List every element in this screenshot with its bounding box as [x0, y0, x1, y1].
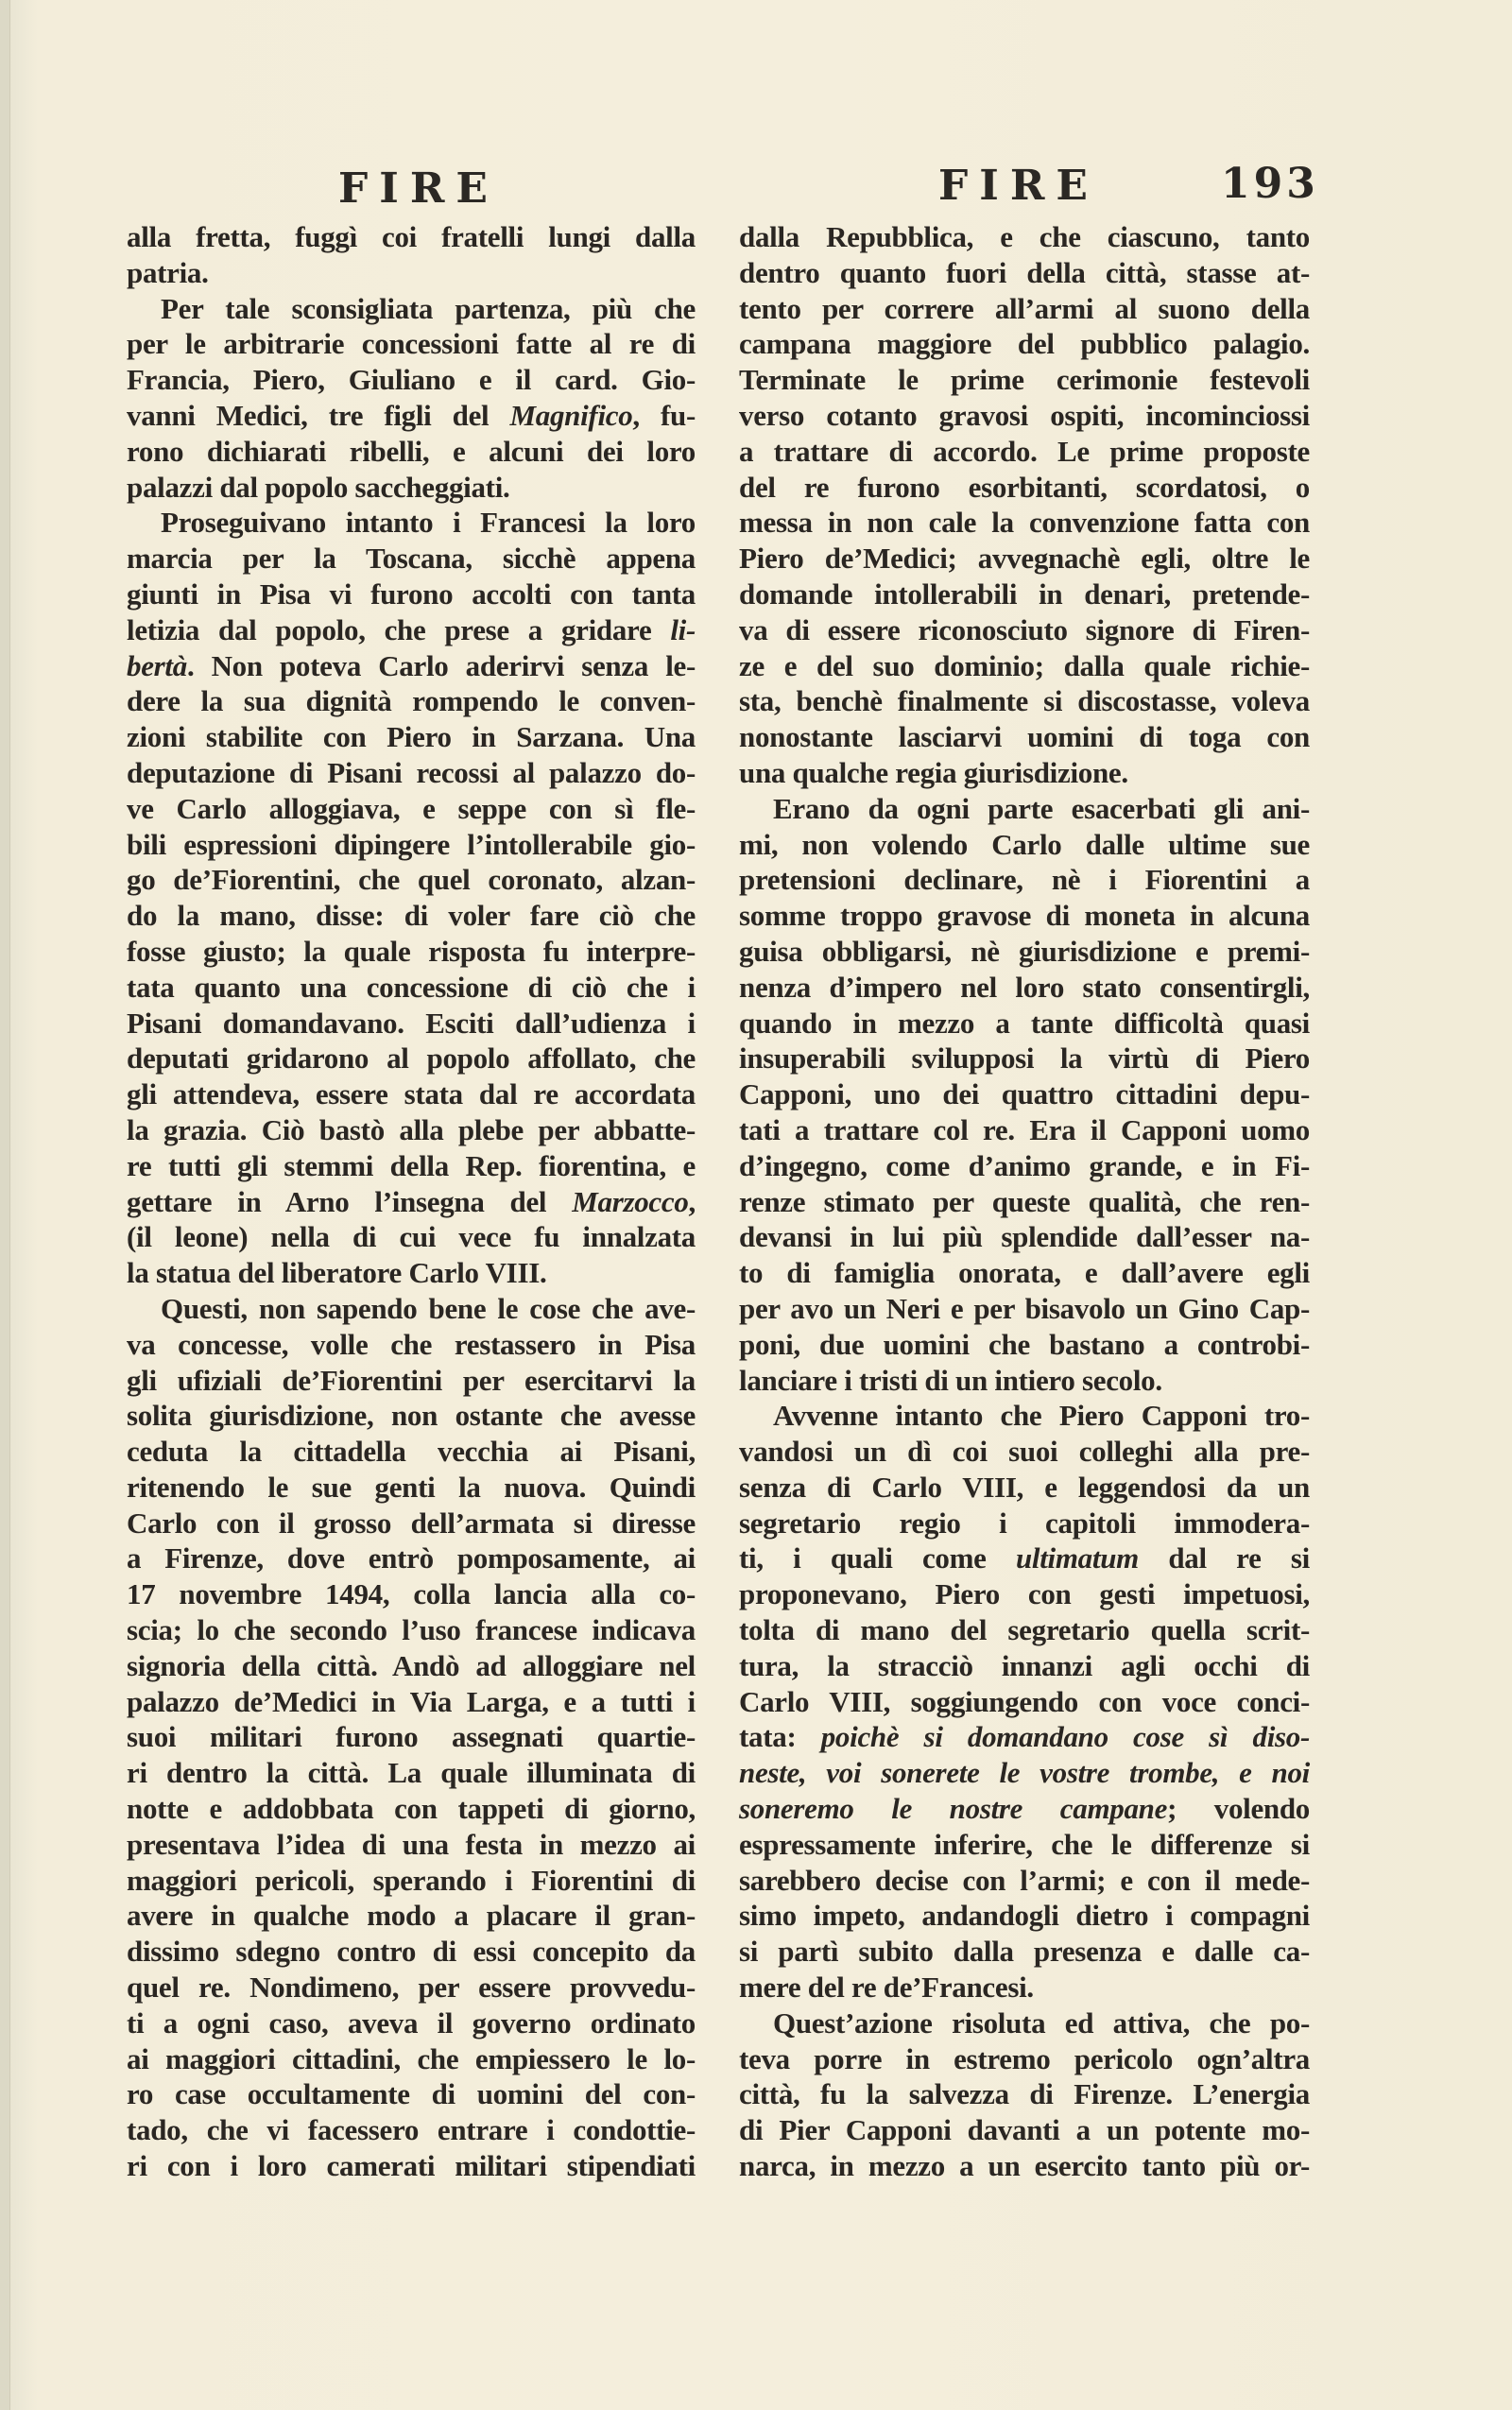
text-line: [739, 934, 1310, 970]
text-line: [739, 470, 1310, 506]
text-segment: città, fu la salvezza di Firenze. L’energia: [739, 2077, 1310, 2111]
text-segment: ti, i quali come: [739, 1541, 1016, 1575]
text-line: [127, 1076, 696, 1112]
text-line: [127, 1184, 696, 1220]
text-segment: quel re. Nondimeno, per essere provvedu-: [127, 1971, 696, 2005]
text-segment: vandosi un dì coi suoi colleghi alla pre-: [739, 1435, 1310, 1469]
text-segment: Questi, non sapendo bene le cose che ave-: [161, 1291, 696, 1325]
text-segment: guisa obbligarsi, nè giurisdizione e premi-: [739, 934, 1310, 968]
text-segment: ritenendo le sue genti la nuova. Quindi: [127, 1470, 696, 1504]
text-line: [127, 434, 696, 470]
text-segment: nenza d’impero nel loro stato consentirgli,: [739, 970, 1310, 1004]
text-segment: patria.: [127, 255, 209, 289]
text-segment: dissimo sdegno contro di essi concepito da: [127, 1935, 696, 1969]
text-line: [739, 1006, 1310, 1041]
text-segment: Quest’azione risoluta ed attiva, che po-: [773, 2005, 1310, 2040]
text-segment: segretario regio i capitoli immodera-: [739, 1506, 1310, 1540]
text-line: [127, 2041, 696, 2077]
text-line: [127, 1398, 696, 1434]
text-line: [127, 934, 696, 970]
text-segment: Avvenne intanto che Piero Capponi tro-: [773, 1399, 1310, 1433]
italic-text: Marzocco: [572, 1184, 689, 1218]
text-line: [127, 1898, 696, 1934]
text-line: [739, 827, 1310, 863]
italic-text: bertà: [127, 648, 187, 682]
text-segment: una qualche regia giurisdizione.: [739, 755, 1128, 789]
page-number: 193: [1221, 160, 1319, 208]
text-segment: dere la sua dignità rompendo le conven-: [127, 684, 696, 718]
text-line: [739, 1470, 1310, 1506]
text-segment: Piero de’Medici; avvegnachè egli, oltre le: [739, 542, 1310, 576]
text-segment: a trattare di accordo. Le prime proposte: [739, 434, 1310, 468]
text-line: [127, 505, 696, 541]
text-segment: 17 novembre 1494, colla lancia alla co-: [127, 1577, 696, 1611]
text-segment: renze stimato per queste qualità, che ren-: [739, 1184, 1310, 1218]
text-segment: gli ufiziali de’Fiorentini per esercitarvi la: [127, 1363, 696, 1397]
text-segment: poni, due uomini che bastano a controbi-: [739, 1327, 1310, 1361]
text-segment: re tutti gli stemmi della Rep. fiorentina, e: [127, 1148, 696, 1182]
text-line: [739, 612, 1310, 648]
text-segment: letizia dal popolo, che prese a gridare: [127, 612, 671, 646]
text-segment: dentro quanto fuori della città, stasse at-: [739, 255, 1310, 289]
italic-text: Magnifico: [509, 398, 633, 432]
text-segment: solita giurisdizione, non ostante che avesse: [127, 1399, 696, 1433]
text-segment: Erano da ogni parte esacerbati gli ani-: [773, 791, 1310, 825]
text-line: [739, 719, 1310, 755]
text-line: [739, 1112, 1310, 1148]
text-line: [739, 1576, 1310, 1612]
text-line: [127, 898, 696, 934]
text-segment: scia; lo che secondo l’uso francese indicava: [127, 1613, 696, 1647]
text-line: [739, 1434, 1310, 1470]
text-segment: Carlo con il grosso dell’armata si diresse: [127, 1506, 696, 1540]
text-segment: devansi in lui più splendide dall’esser na-: [739, 1220, 1310, 1254]
text-segment: giunti in Pisa vi furono accolti con tanta: [127, 577, 696, 611]
text-line: [127, 791, 696, 827]
text-line: [739, 577, 1310, 612]
text-line: [127, 1112, 696, 1148]
text-segment: go de’Fiorentini, che quel coronato, alzan-: [127, 863, 696, 897]
text-line: [739, 1506, 1310, 1541]
text-segment: proponevano, Piero con gesti impetuosi,: [739, 1577, 1310, 1611]
text-line: [739, 362, 1310, 398]
text-line: [739, 1684, 1310, 1720]
text-segment: notte e addobbata con tappeti di giorno,: [127, 1792, 696, 1826]
text-segment: ti a ogni caso, aveva il governo ordinato: [127, 2005, 696, 2040]
text-segment: per le arbitrarie concessioni fatte al re di: [127, 327, 696, 361]
italic-text: ultimatum: [1015, 1541, 1139, 1575]
text-line: [739, 2076, 1310, 2112]
text-segment: palazzo de’Medici in Via Larga, e a tutti i: [127, 1684, 696, 1718]
text-line: [739, 1863, 1310, 1899]
text-segment: maggiori pericoli, sperando i Fiorentini di: [127, 1863, 696, 1897]
text-segment: espressamente inferire, che le differenze si: [739, 1827, 1310, 1861]
text-line: [127, 970, 696, 1006]
text-line: [127, 612, 696, 648]
text-line: [739, 255, 1310, 291]
text-line: [739, 2112, 1310, 2148]
text-segment: . Non poteva Carlo aderirvi senza le-: [186, 648, 696, 682]
text-segment: di Pier Capponi davanti a un potente mo-: [739, 2113, 1310, 2147]
text-segment: Terminate le prime cerimonie festevoli: [739, 363, 1310, 397]
text-line: [739, 505, 1310, 541]
text-line: [127, 362, 696, 398]
text-line: [127, 1363, 696, 1399]
text-line: [739, 1076, 1310, 1112]
text-line: [127, 1434, 696, 1470]
text-line: [739, 291, 1310, 327]
text-line: [739, 898, 1310, 934]
text-segment: vanni Medici, tre figli del: [127, 398, 510, 432]
text-column-right: [739, 219, 1310, 2184]
text-segment: tati a trattare col re. Era il Capponi uomo: [739, 1112, 1310, 1146]
text-line: [739, 326, 1310, 362]
text-segment: Capponi, uno dei quattro cittadini depu-: [739, 1077, 1310, 1111]
text-segment: , fu-: [632, 398, 696, 432]
text-line: [739, 1219, 1310, 1255]
text-segment: tata:: [739, 1720, 821, 1754]
text-line: [739, 862, 1310, 898]
text-segment: dal re si: [1138, 1541, 1310, 1575]
text-line: [127, 1863, 696, 1899]
text-line: [127, 2148, 696, 2184]
text-line: [739, 791, 1310, 827]
text-segment: mi, non volendo Carlo dalle ultime sue: [739, 827, 1310, 861]
text-line: [127, 1327, 696, 1363]
text-line: [739, 1148, 1310, 1184]
text-line: [127, 1148, 696, 1184]
text-line: [127, 648, 696, 684]
text-segment: presentava l’idea di una festa in mezzo ai: [127, 1827, 696, 1861]
text-line: [739, 1719, 1310, 1755]
text-segment: ,: [688, 1184, 696, 1218]
text-line: [127, 541, 696, 577]
text-line: [739, 434, 1310, 470]
text-line: [127, 1791, 696, 1827]
text-line: [127, 1506, 696, 1541]
text-segment: teva porre in estremo pericolo ogn’altra: [739, 2041, 1310, 2075]
text-segment: fosse giusto; la quale risposta fu interpre-: [127, 934, 696, 968]
text-segment: palazzi dal popolo saccheggiati.: [127, 470, 510, 504]
text-line: [127, 1612, 696, 1648]
text-line: [127, 1255, 696, 1291]
text-line: [739, 1184, 1310, 1220]
text-segment: gettare in Arno l’insegna del: [127, 1184, 573, 1218]
text-line: [127, 291, 696, 327]
text-line: [127, 2005, 696, 2041]
text-segment: va concesse, volle che restassero in Pisa: [127, 1327, 696, 1361]
text-segment: nonostante lasciarvi uomini di toga con: [739, 720, 1310, 754]
text-line: [739, 1827, 1310, 1863]
text-line: [127, 1648, 696, 1684]
text-line: [127, 1827, 696, 1863]
text-segment: a Firenze, dove entrò pomposamente, ai: [127, 1541, 696, 1575]
text-segment: dalla Repubblica, e che ciascuno, tanto: [739, 220, 1310, 253]
text-segment: deputati gridarono al popolo affollato, che: [127, 1041, 696, 1076]
text-segment: lanciare i tristi di un intiero secolo.: [739, 1363, 1162, 1397]
text-segment: (il leone) nella di cui vece fu innalzata: [127, 1220, 696, 1254]
text-line: [739, 1755, 1310, 1791]
text-line: [739, 970, 1310, 1006]
text-line: [739, 1291, 1310, 1327]
text-line: [739, 1612, 1310, 1648]
text-segment: signoria della città. Andò ad alloggiare nel: [127, 1648, 696, 1682]
text-line: [127, 1755, 696, 1791]
text-line: [739, 755, 1310, 791]
text-segment: simo impeto, andandogli dietro i compagni: [739, 1899, 1310, 1933]
text-segment: zioni stabilite con Piero in Sarzana. Una: [127, 720, 696, 754]
text-line: [127, 1684, 696, 1720]
text-line: [739, 1934, 1310, 1970]
text-line: [127, 719, 696, 755]
italic-text: poichè si domandano cose sì diso-: [820, 1720, 1310, 1754]
text-line: [127, 2076, 696, 2112]
text-segment: ri dentro la città. La quale illuminata di: [127, 1756, 696, 1790]
text-column-left: [127, 219, 696, 2184]
italic-text: soneremo le nostre campane: [739, 1792, 1168, 1826]
italic-text: li-: [670, 612, 696, 646]
text-line: [739, 1648, 1310, 1684]
text-segment: suoi militari furono assegnati quartie-: [127, 1720, 696, 1754]
text-line: [127, 683, 696, 719]
text-line: [739, 219, 1310, 255]
text-segment: del re furono esorbitanti, scordatosi, o: [739, 470, 1310, 504]
text-segment: messa in non cale la convenzione fatta con: [739, 506, 1310, 540]
italic-text: neste, voi sonerete le vostre trombe, e noi: [739, 1756, 1310, 1790]
text-segment: campana maggiore del pubblico palagio.: [739, 327, 1310, 361]
page-gutter-edge: [0, 0, 10, 2410]
text-segment: va di essere riconosciuto signore di Firen-: [739, 612, 1310, 646]
text-line: [127, 470, 696, 506]
text-segment: tura, la stracciò innanzi agli occhi di: [739, 1648, 1310, 1682]
text-line: [739, 1898, 1310, 1934]
text-line: [127, 1219, 696, 1255]
text-segment: Per tale sconsigliata partenza, più che: [161, 291, 696, 325]
text-segment: mere del re de’Francesi.: [739, 1971, 1034, 2005]
text-segment: ai maggiori cittadini, che empiessero le lo-: [127, 2041, 696, 2075]
text-line: [739, 398, 1310, 434]
text-line: [127, 1541, 696, 1576]
text-line: [127, 398, 696, 434]
text-segment: ze e del suo dominio; dalla quale richie-: [739, 648, 1310, 682]
text-line: [127, 255, 696, 291]
text-line: [739, 683, 1310, 719]
text-line: [739, 1327, 1310, 1363]
text-segment: senza di Carlo VIII, e leggendosi da un: [739, 1470, 1310, 1504]
text-segment: marcia per la Toscana, sicchè appena: [127, 542, 696, 576]
text-segment: tado, che vi facessero entrare i condottie-: [127, 2113, 696, 2147]
text-segment: d’ingegno, come d’animo grande, e in Fi-: [739, 1148, 1310, 1182]
running-head-left: FIRE: [338, 164, 499, 213]
text-line: [739, 1541, 1310, 1576]
text-line: [127, 577, 696, 612]
text-line: [127, 1934, 696, 1970]
text-segment: rono dichiarati ribelli, e alcuni dei loro: [127, 434, 696, 468]
text-line: [127, 2112, 696, 2148]
text-segment: Pisani domandavano. Esciti dall’udienza i: [127, 1006, 696, 1040]
text-line: [127, 1470, 696, 1506]
text-segment: somme troppo gravose di moneta in alcuna: [739, 899, 1310, 933]
text-line: [739, 1363, 1310, 1399]
text-segment: ve Carlo alloggiava, e seppe con sì fle-: [127, 791, 696, 825]
text-segment: ; volendo: [1167, 1792, 1310, 1826]
text-segment: insuperabili svilupposi la virtù di Piero: [739, 1041, 1310, 1076]
text-segment: tento per correre all’armi al suono della: [739, 291, 1310, 325]
text-segment: tolta di mano del segretario quella scrit-: [739, 1613, 1310, 1647]
text-segment: ro case occultamente di uomini del con-: [127, 2077, 696, 2111]
text-segment: la grazia. Ciò bastò alla plebe per abbatte-: [127, 1112, 696, 1146]
text-segment: Francia, Piero, Giuliano e il card. Gio-: [127, 363, 696, 397]
text-line: [127, 827, 696, 863]
text-segment: sta, benchè finalmente si discostasse, voleva: [739, 684, 1310, 718]
text-line: [127, 1006, 696, 1041]
text-segment: domande intollerabili in denari, pretende-: [739, 577, 1310, 611]
text-line: [127, 1719, 696, 1755]
text-line: [739, 541, 1310, 577]
text-segment: ceduta la cittadella vecchia ai Pisani,: [127, 1435, 696, 1469]
text-segment: narca, in mezzo a un esercito tanto più or-: [739, 2149, 1310, 2183]
text-segment: la statua del liberatore Carlo VIII.: [127, 1256, 547, 1290]
text-segment: avere in qualche modo a placare il gran-: [127, 1899, 696, 1933]
text-line: [739, 1791, 1310, 1827]
text-segment: Proseguivano intanto i Francesi la loro: [161, 506, 696, 540]
text-segment: do la mano, disse: di voler fare ciò che: [127, 899, 696, 933]
text-line: [739, 648, 1310, 684]
text-segment: Carlo VIII, soggiungendo con voce conci-: [739, 1684, 1310, 1718]
text-segment: to di famiglia onorata, e dall’avere egli: [739, 1256, 1310, 1290]
text-segment: bili espressioni dipingere l’intollerabile gio-: [127, 827, 696, 861]
text-segment: ri con i loro camerati militari stipendiati: [127, 2149, 696, 2183]
text-line: [127, 1291, 696, 1327]
text-line: [127, 755, 696, 791]
text-segment: alla fretta, fuggì coi fratelli lungi dalla: [127, 220, 696, 253]
text-segment: quando in mezzo a tante difficoltà quasi: [739, 1006, 1310, 1040]
text-line: [739, 2005, 1310, 2041]
text-line: [127, 326, 696, 362]
text-segment: pretensioni declinare, nè i Fiorentini a: [739, 863, 1310, 897]
text-line: [739, 2148, 1310, 2184]
text-line: [739, 1970, 1310, 2005]
text-line: [739, 2041, 1310, 2077]
text-line: [739, 1041, 1310, 1076]
text-segment: sarebbero decise con l’armi; e con il mede-: [739, 1863, 1310, 1897]
text-segment: verso cotanto gravosi ospiti, incominciossi: [739, 398, 1310, 432]
text-line: [739, 1398, 1310, 1434]
text-line: [739, 1255, 1310, 1291]
text-segment: tata quanto una concessione di ciò che i: [127, 970, 696, 1004]
text-segment: per avo un Neri e per bisavolo un Gino Cap-: [739, 1291, 1310, 1325]
text-line: [127, 862, 696, 898]
running-head-right: FIRE: [938, 162, 1099, 210]
text-line: [127, 1041, 696, 1076]
text-line: [127, 1970, 696, 2005]
text-line: [127, 219, 696, 255]
text-segment: si partì subito dalla presenza e dalle ca-: [739, 1935, 1310, 1969]
text-segment: gli attendeva, essere stata dal re accordata: [127, 1077, 696, 1111]
text-line: [127, 1576, 696, 1612]
text-segment: deputazione di Pisani recossi al palazzo do-: [127, 755, 696, 789]
